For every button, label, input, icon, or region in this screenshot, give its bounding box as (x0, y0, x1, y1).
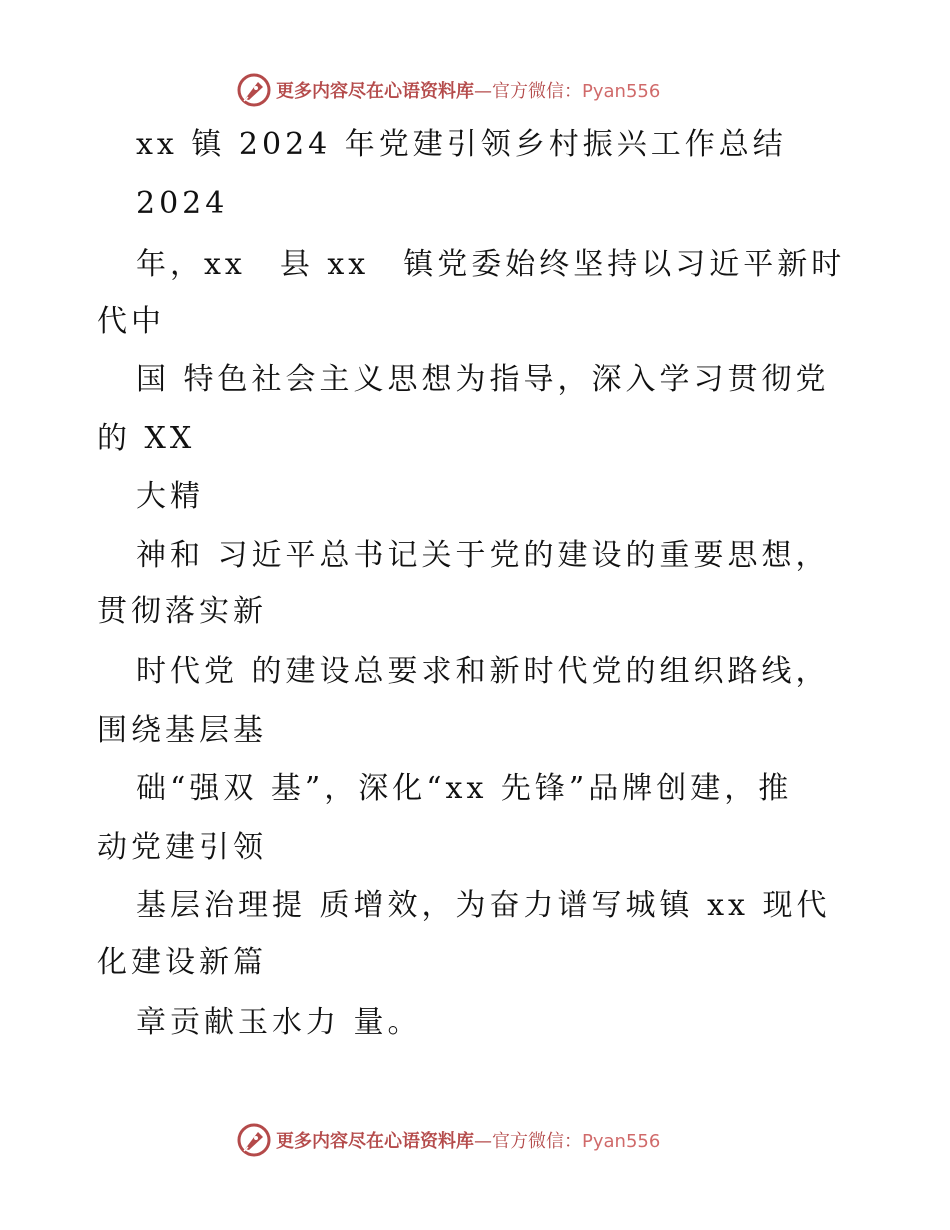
watermark-main: 更多内容尽在心语资料库 (276, 81, 474, 102)
text-line: 贯彻落实新 (97, 594, 267, 629)
pen-nib-logo-icon (236, 1122, 272, 1158)
text-line: 2024 (136, 186, 229, 221)
text-line: 时代党 的建设总要求和新时代党的组织路线， (136, 654, 830, 689)
watermark-separator: — (474, 81, 492, 102)
document-title: xx 镇 2024 年党建引领乡村振兴工作总结 (136, 127, 787, 162)
text-line: 基层治理提 质增效，为奋力谱写城镇 xx 现代 (136, 888, 831, 923)
text-line: 的 XX (97, 421, 196, 456)
watermark-main: 更多内容尽在心语资料库 (276, 1131, 474, 1152)
watermark-wechat-id: Pyan556 (582, 1131, 661, 1152)
watermark-wechat-id: Pyan556 (582, 81, 661, 102)
pen-nib-logo-icon (236, 72, 272, 108)
watermark-wechat-label: 官方微信： (492, 81, 582, 102)
watermark-text (276, 77, 660, 103)
text-line: 章贡献玉水力 量。 (136, 1005, 422, 1040)
watermark-banner-top (236, 70, 660, 110)
text-line: 神和 习近平总书记关于党的建设的重要思想， (136, 538, 830, 573)
watermark-banner-bottom (236, 1120, 660, 1160)
text-line: 代中 (97, 304, 165, 339)
text-line: 础“强双 基”，深化“xx 先锋”品牌创建，推 (136, 771, 793, 806)
watermark-text (276, 1127, 660, 1153)
text-line: 年，xx 县 xx 镇党委始终坚持以习近平新时 (136, 247, 846, 282)
text-line: 化建设新篇 (97, 945, 267, 980)
text-line: 国 特色社会主义思想为指导，深入学习贯彻党 (136, 362, 830, 397)
text-line: 大精 (136, 479, 204, 514)
watermark-separator: — (474, 1131, 492, 1152)
text-line: 围绕基层基 (97, 713, 267, 748)
watermark-wechat-label: 官方微信： (492, 1131, 582, 1152)
text-line: 动党建引领 (97, 830, 267, 865)
